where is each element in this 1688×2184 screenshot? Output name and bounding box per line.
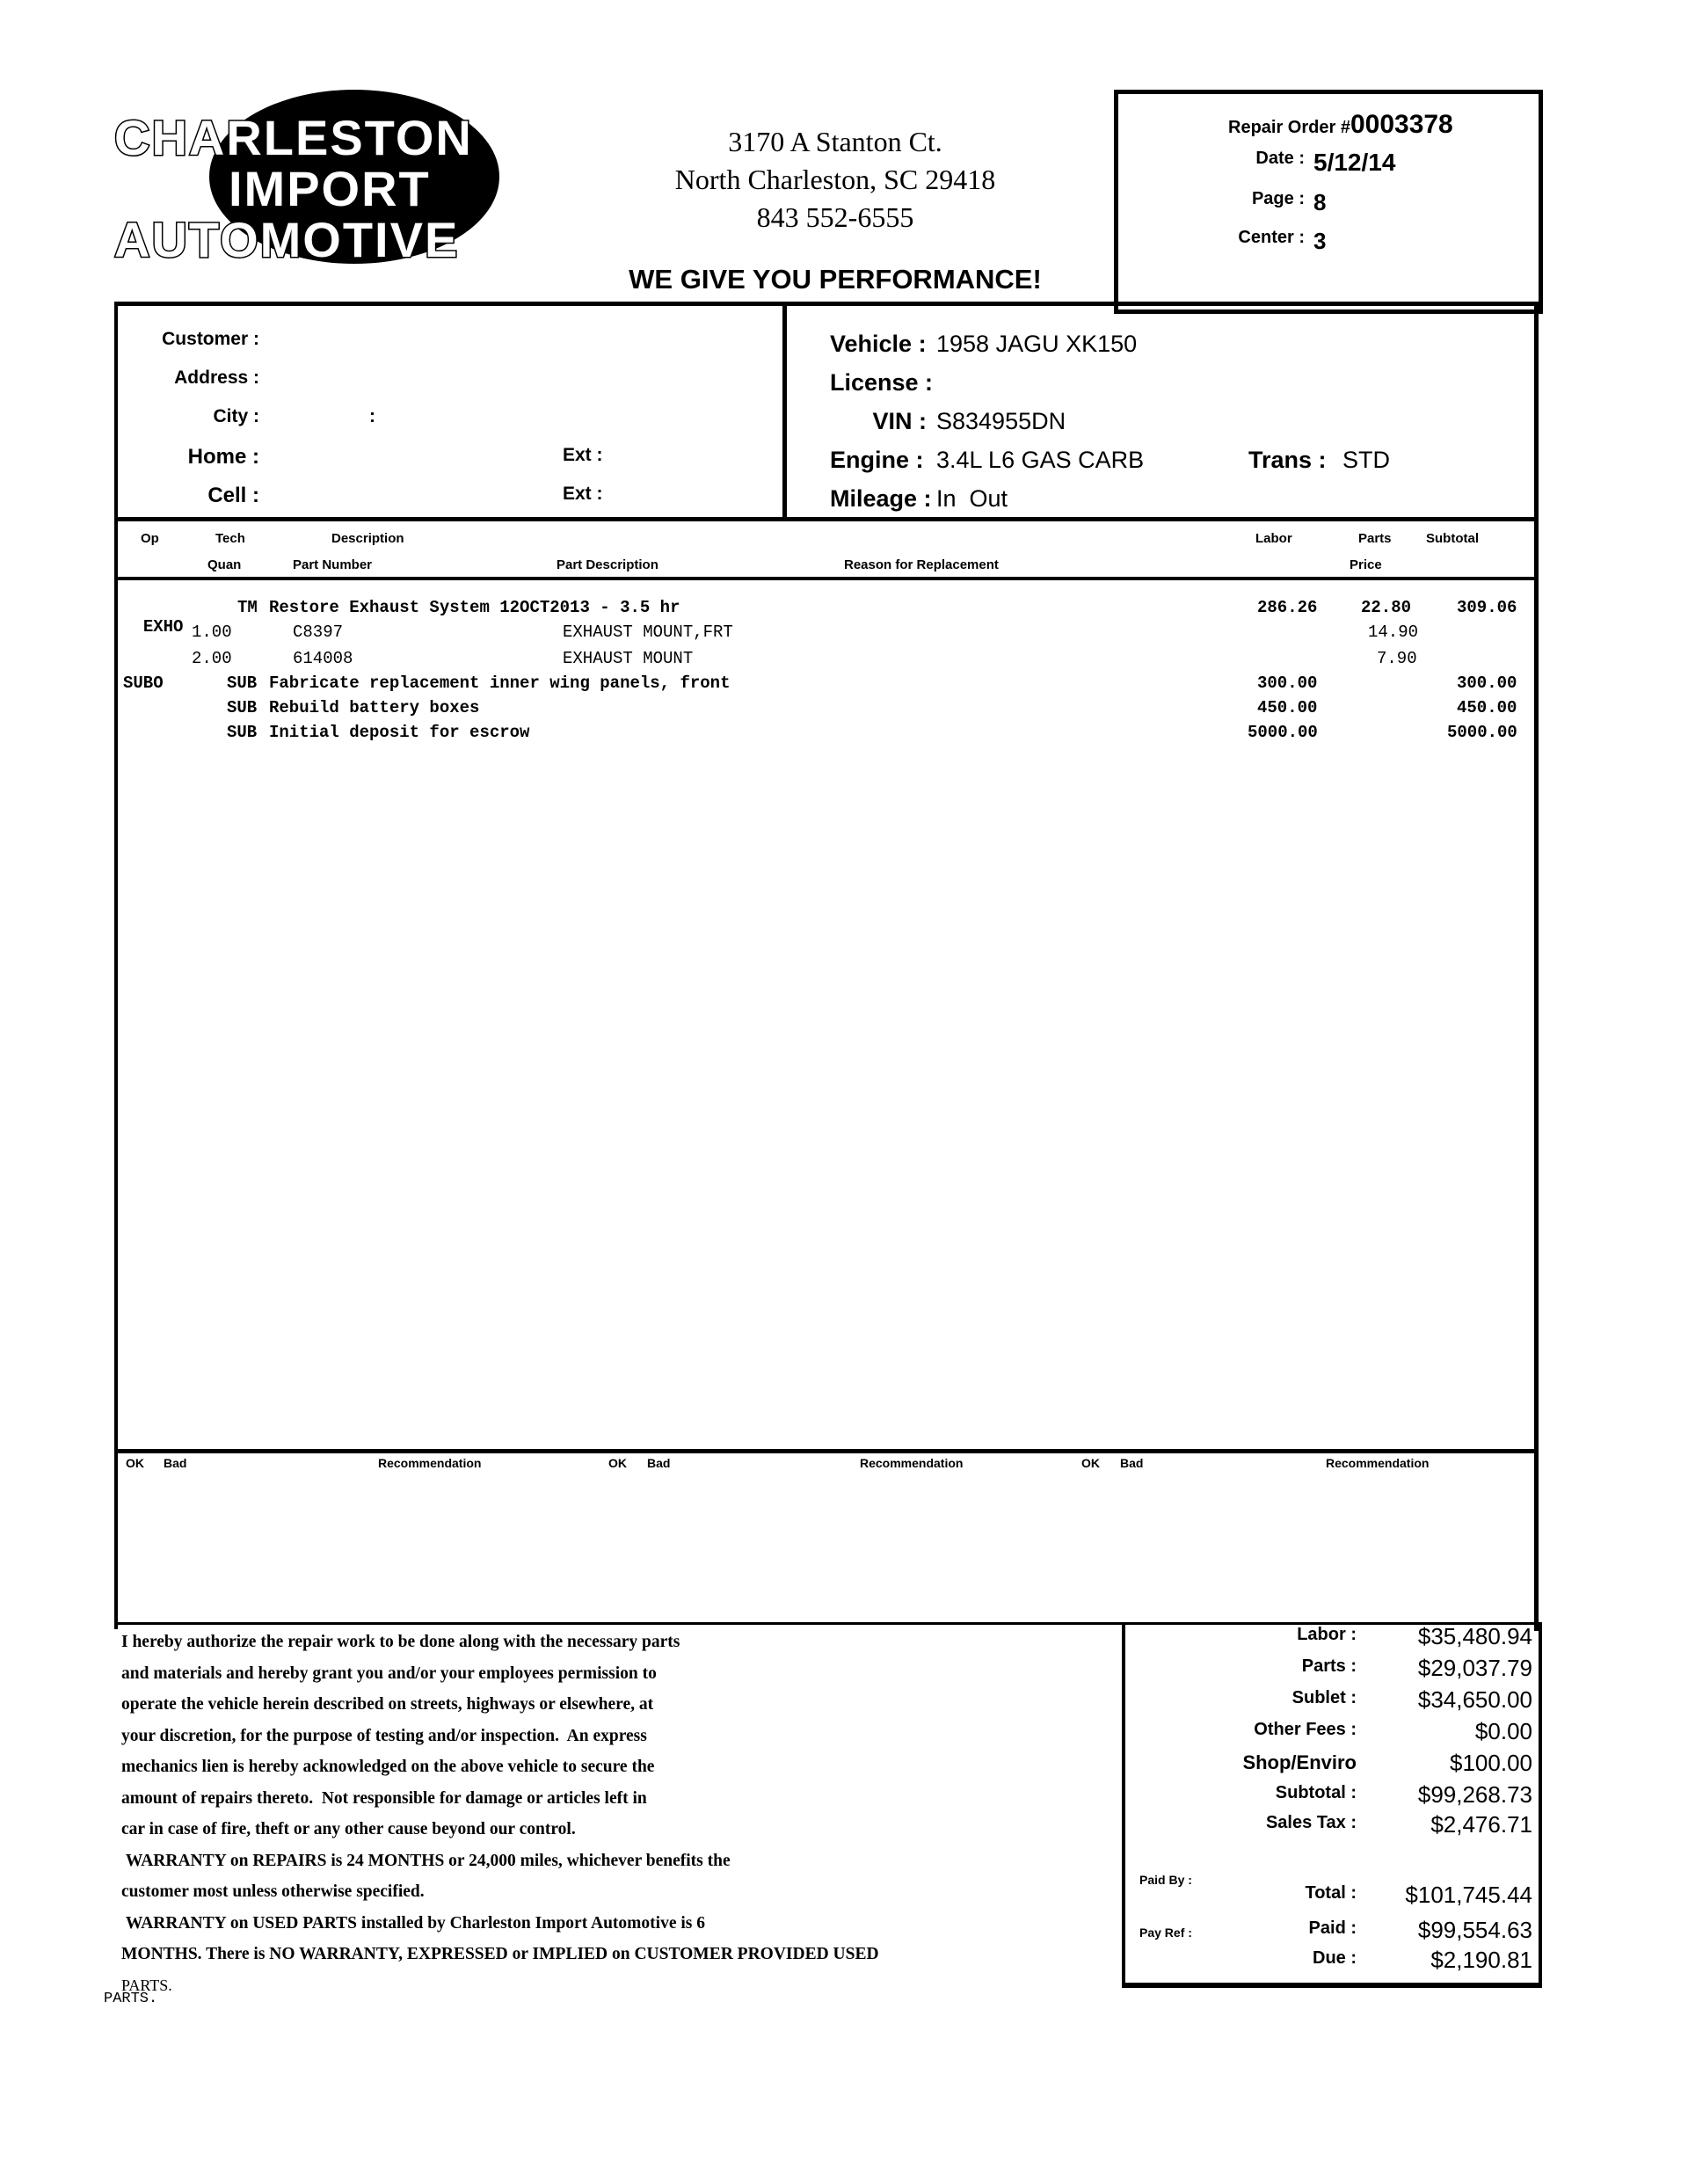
disclaimer-line: MONTHS. There is NO WARRANTY, EXPRESSED or IMPLIED on CUSTOMER PROVIDED USED bbox=[121, 1945, 879, 1963]
vehicle-label: Vehicle : bbox=[830, 331, 927, 357]
subtotal-label: Subtotal : bbox=[1275, 1783, 1357, 1802]
row-labor: 450.00 bbox=[1257, 698, 1318, 717]
row-description: Rebuild battery boxes bbox=[269, 698, 480, 717]
row-subtotal: 450.00 bbox=[1457, 698, 1517, 717]
row-labor: 286.26 bbox=[1257, 598, 1318, 617]
shop-enviro-label: Shop/Enviro bbox=[1242, 1751, 1357, 1773]
header-divider bbox=[114, 302, 1539, 306]
row-price: 7.90 bbox=[1377, 649, 1417, 668]
row-part-description: EXHAUST MOUNT bbox=[563, 649, 694, 668]
company-address bbox=[615, 123, 1055, 237]
vin-value: S834955DN bbox=[936, 408, 1066, 434]
disclaimer-line: operate the vehicle herein described on streets, highways or elsewhere, at bbox=[121, 1695, 654, 1714]
disclaimer-line: and materials and hereby grant you and/or your employees permission to bbox=[121, 1663, 657, 1683]
row-tech: SUB bbox=[227, 698, 258, 717]
slogan: WE GIVE YOU PERFORMANCE! bbox=[629, 264, 1042, 295]
rec-recommendation-2: Recommendation bbox=[860, 1456, 964, 1470]
other-fees-value: $0.00 bbox=[1474, 1718, 1532, 1744]
disclaimer-line: amount of repairs thereto. Not responsible for damage or articles left in bbox=[121, 1788, 647, 1808]
row-tech: SUB bbox=[227, 723, 258, 742]
col-parts: Parts bbox=[1358, 531, 1392, 546]
row-op: SUBO bbox=[123, 673, 164, 693]
row-quan: 1.00 bbox=[192, 622, 232, 642]
row-op: EXHO bbox=[142, 617, 184, 637]
pay-ref-label: Pay Ref : bbox=[1139, 1926, 1192, 1940]
rec-ok-3: OK bbox=[1081, 1456, 1100, 1470]
paid-by-label: Paid By : bbox=[1139, 1873, 1192, 1887]
date-value: 5/12/14 bbox=[1313, 149, 1396, 176]
col-price: Price bbox=[1350, 557, 1382, 572]
customer-label: Customer : bbox=[162, 329, 259, 349]
trans-value: STD bbox=[1342, 447, 1390, 473]
row-part-description: EXHAUST MOUNT,FRT bbox=[563, 622, 733, 642]
page-value: 8 bbox=[1313, 189, 1327, 215]
sales-tax-value: $2,476.71 bbox=[1430, 1811, 1532, 1838]
home-label: Home : bbox=[187, 445, 259, 469]
row-labor: 300.00 bbox=[1257, 673, 1318, 693]
address-city: North Charleston, SC 29418 bbox=[674, 164, 996, 195]
mileage-value: In Out bbox=[936, 485, 1008, 512]
sublet-total-value: $34,650.00 bbox=[1417, 1686, 1532, 1713]
repair-order-number: 0003378 bbox=[1350, 110, 1453, 139]
page-label: Page : bbox=[1251, 189, 1305, 208]
city-label: City : bbox=[213, 406, 259, 426]
repair-order-number-row bbox=[1228, 110, 1453, 140]
disclaimer-line: I hereby authorize the repair work to be done along with the necessary parts bbox=[121, 1633, 680, 1651]
disclaimer-line: car in case of fire, theft or any other cause beyond our control. bbox=[121, 1820, 576, 1838]
table-bottom-line bbox=[114, 1449, 1539, 1453]
address-label: Address : bbox=[174, 368, 259, 388]
col-reason: Reason for Replacement bbox=[844, 557, 999, 572]
paid-value: $99,554.63 bbox=[1417, 1917, 1532, 1943]
col-part-number: Part Number bbox=[293, 557, 373, 572]
row-subtotal: 309.06 bbox=[1457, 598, 1517, 617]
rec-bad-1: Bad bbox=[164, 1456, 187, 1470]
total-value: $101,745.44 bbox=[1405, 1882, 1532, 1908]
row-labor: 5000.00 bbox=[1248, 723, 1318, 742]
info-bottom-line bbox=[114, 517, 1539, 521]
row-description: Initial deposit for escrow bbox=[269, 723, 530, 742]
logo-line-3: AUTOMOTIVE bbox=[114, 212, 460, 267]
engine-value: 3.4L L6 GAS CARB bbox=[936, 447, 1145, 473]
due-value: $2,190.81 bbox=[1430, 1947, 1532, 1973]
parts-total-label: Parts : bbox=[1301, 1656, 1357, 1676]
home-ext-label: Ext : bbox=[563, 445, 603, 465]
rec-recommendation-1: Recommendation bbox=[378, 1456, 482, 1470]
labor-total-label: Labor : bbox=[1297, 1625, 1357, 1644]
rec-ok-2: OK bbox=[608, 1456, 627, 1470]
rec-ok-1: OK bbox=[126, 1456, 144, 1470]
rec-bad-2: Bad bbox=[647, 1456, 671, 1470]
row-parts: 22.80 bbox=[1361, 598, 1412, 617]
disclaimer-line: WARRANTY on USED PARTS installed by Charleston Import Automotive is 6 bbox=[121, 1913, 705, 1933]
date-label: Date : bbox=[1255, 149, 1305, 168]
subtotal-value: $99,268.73 bbox=[1417, 1781, 1532, 1808]
rec-bad-3: Bad bbox=[1120, 1456, 1144, 1470]
col-tech: Tech bbox=[215, 531, 245, 546]
repair-order-box bbox=[1114, 90, 1543, 314]
row-description: Fabricate replacement inner wing panels, front bbox=[269, 673, 731, 693]
col-labor: Labor bbox=[1255, 531, 1292, 546]
other-fees-label: Other Fees : bbox=[1254, 1720, 1357, 1739]
row-subtotal: 5000.00 bbox=[1447, 723, 1517, 742]
paid-label: Paid : bbox=[1308, 1918, 1357, 1938]
repair-order-label: Repair Order # bbox=[1228, 118, 1350, 137]
col-description: Description bbox=[331, 531, 404, 546]
table-header-bottom-line bbox=[114, 577, 1539, 580]
customer-vehicle-divider bbox=[782, 304, 787, 520]
shop-enviro-value: $100.00 bbox=[1450, 1750, 1532, 1776]
disclaimer-tail: PARTS. bbox=[104, 1991, 158, 2007]
sublet-total-label: Sublet : bbox=[1291, 1688, 1357, 1707]
cell-label: Cell : bbox=[207, 484, 259, 507]
trans-label: Trans : bbox=[1248, 447, 1327, 473]
center-value: 3 bbox=[1313, 228, 1327, 254]
center-label: Center : bbox=[1238, 228, 1305, 247]
col-part-description: Part Description bbox=[557, 557, 658, 572]
company-logo bbox=[114, 88, 519, 267]
logo-line-2: IMPORT bbox=[229, 161, 431, 216]
disclaimer-line: WARRANTY on REPAIRS is 24 MONTHS or 24,000 miles, whichever benefits the bbox=[121, 1851, 731, 1870]
authorization-disclaimer bbox=[121, 1627, 1106, 2001]
frame-right bbox=[1534, 302, 1539, 1631]
address-phone: 843 552-6555 bbox=[756, 201, 914, 233]
col-subtotal: Subtotal bbox=[1426, 531, 1479, 546]
disclaimer-line: mechanics lien is hereby acknowledged on the above vehicle to secure the bbox=[121, 1758, 655, 1776]
row-part-number: C8397 bbox=[293, 622, 344, 642]
license-label: License : bbox=[830, 369, 934, 396]
totals-box-underline bbox=[1122, 1985, 1542, 1988]
row-description: Restore Exhaust System 12OCT2013 - 3.5 hr bbox=[269, 598, 680, 617]
labor-total-value: $35,480.94 bbox=[1417, 1623, 1532, 1649]
disclaimer-line: customer most unless otherwise specified. bbox=[121, 1882, 425, 1901]
col-quan: Quan bbox=[207, 557, 242, 572]
frame-left bbox=[114, 302, 118, 1629]
engine-label: Engine : bbox=[830, 447, 924, 473]
due-label: Due : bbox=[1313, 1948, 1357, 1968]
mileage-label: Mileage : bbox=[830, 485, 932, 512]
logo-line-1: CHARLESTON bbox=[114, 110, 473, 165]
total-label: Total : bbox=[1305, 1883, 1357, 1903]
parts-total-value: $29,037.79 bbox=[1417, 1655, 1532, 1681]
row-tech: TM bbox=[237, 598, 258, 617]
table-row bbox=[123, 598, 183, 637]
disclaimer-line: PARTS. bbox=[121, 1976, 172, 1994]
row-price: 14.90 bbox=[1368, 622, 1419, 642]
col-op: Op bbox=[141, 531, 159, 546]
rec-recommendation-3: Recommendation bbox=[1326, 1456, 1430, 1470]
vehicle-value: 1958 JAGU XK150 bbox=[936, 331, 1138, 357]
row-part-number: 614008 bbox=[293, 649, 353, 668]
cell-ext-label: Ext : bbox=[563, 484, 603, 504]
vin-label: VIN : bbox=[872, 408, 927, 434]
row-subtotal: 300.00 bbox=[1457, 673, 1517, 693]
disclaimer-line: your discretion, for the purpose of testing and/or inspection. An express bbox=[121, 1726, 647, 1745]
row-tech: SUB bbox=[227, 673, 258, 693]
sales-tax-label: Sales Tax : bbox=[1265, 1813, 1357, 1832]
city-separator: : bbox=[369, 406, 375, 426]
row-quan: 2.00 bbox=[192, 649, 232, 668]
address-street: 3170 A Stanton Ct. bbox=[728, 126, 942, 157]
